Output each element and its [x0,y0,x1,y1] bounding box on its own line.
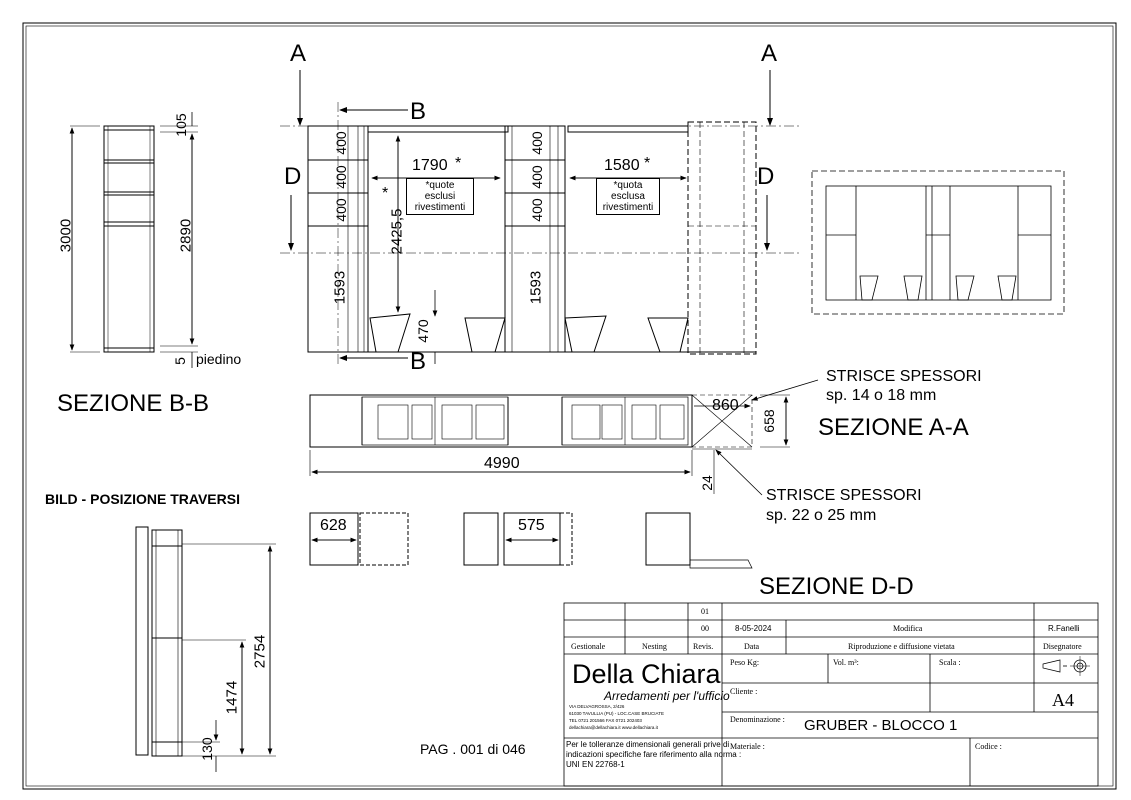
note-quote-escluse [406,178,474,215]
dim-1593-a: 1593 [331,270,349,305]
data-label: Data [744,642,760,651]
marker-b-bottom: B [410,348,427,375]
marker-d-left: D [284,163,302,190]
dim-400-f: 400 [529,198,545,222]
marker-d-right: D [757,163,775,190]
strisce-top-title: STRISCE SPESSORI [826,368,982,385]
dim-2425-5: 2425,5 [388,208,406,255]
modifica-label: Modifica [893,624,923,633]
strisce-bot-title: STRISCE SPESSORI [766,487,922,504]
gestionale-label: Gestionale [571,642,606,651]
dim-3000: 3000 [57,218,75,253]
tolleranze-line-1: Per le tolleranze dimensionali generali prive di [566,740,730,749]
peso-label: Peso Kg: [730,658,760,667]
marker-b-top: B [410,98,427,125]
company-address-1: VIA DELVAGROSSA, 2/426 [569,704,625,709]
note-quota-esclusa [596,178,660,215]
note1-line1: *quote [425,180,455,191]
codice-label: Codice : [975,742,1002,751]
dim-star-1: * [455,155,462,172]
title-sezione-bb: SEZIONE B-B [57,390,210,417]
dim-860: 860 [712,397,739,414]
rev-01: 01 [701,607,709,616]
company-name: Della Chiara [572,659,721,689]
dim-470: 470 [415,319,431,343]
note2-line3: rivestimenti [602,202,654,213]
section-aa-drawing [310,380,818,495]
disegnatore-label: Disegnatore [1043,642,1082,651]
dim-628: 628 [320,517,347,534]
dim-575: 575 [518,517,545,534]
title-bild: BILD - POSIZIONE TRAVERSI [45,491,240,507]
marker-a-right: A [761,40,778,67]
company-address-3: TEL 0721 201566 FAX 0721 202403 [569,718,642,723]
marker-a-left: A [290,40,307,67]
scala-label: Scala : [939,658,961,667]
revis-label: Revis. [693,642,714,651]
dim-1593-b: 1593 [527,270,545,305]
title-sezione-aa: SEZIONE A-A [818,414,969,441]
nesting-label: Nesting [642,642,667,651]
plan-view-dashed [812,171,1064,314]
dim-1580: 1580 [604,157,640,174]
note2-line1: *quota [613,180,643,191]
dim-400-c: 400 [333,198,349,222]
dim-star-3: * [382,185,389,202]
cliente-label: Cliente : [730,687,758,696]
company-subtitle: Arredamenti per l'ufficio [604,689,730,703]
materiale-label: Materiale : [730,742,765,751]
company-address-2: 61030 TAVULLIA (PU) - LOC.CASE BRUCIATE [569,711,664,716]
author: R.Fanelli [1048,624,1080,633]
dim-4990: 4990 [484,455,520,472]
dim-star-2: * [644,155,651,172]
note1-line3: rivestimenti [414,202,466,213]
denominazione-label: Denominazione : [730,715,785,724]
dim-2890: 2890 [177,218,195,253]
vol-label: Vol. m³: [833,658,859,667]
strisce-top-sub: sp. 14 o 18 mm [826,387,937,404]
dim-24: 24 [699,475,715,491]
tolleranze-line-3: UNI EN 22768-1 [566,760,625,769]
note1-line2: esclusi [424,191,456,202]
dim-658: 658 [761,409,777,433]
company-address-4: dellachiara@dellachiara.it www.dellachiara.it [569,725,658,730]
dim-400-e: 400 [529,165,545,189]
dim-1474: 1474 [223,680,241,715]
label-piedino: piedino [196,351,242,367]
page-label: PAG . 001 di 046 [420,741,526,757]
dim-400-d: 400 [529,131,545,155]
tolleranze-line-2: indicazioni specifiche fare riferimento alla norma : [566,750,742,759]
sheet-format: A4 [1052,690,1074,710]
denominazione-value: GRUBER - BLOCCO 1 [804,717,958,734]
rev-00: 00 [701,624,709,633]
title-sezione-dd: SEZIONE D-D [759,573,914,600]
strisce-bot-sub: sp. 22 o 25 mm [766,507,877,524]
dim-130: 130 [199,737,215,761]
dim-400-a: 400 [333,131,349,155]
dim-2754: 2754 [251,634,269,669]
riproduzione-label: Riproduzione e diffusione vietata [848,642,955,651]
dim-105: 105 [173,113,189,137]
dim-400-b: 400 [333,165,349,189]
dim-5: 5 [172,357,188,365]
note2-line2: esclusa [611,191,645,202]
rev-date: 8-05-2024 [735,624,772,633]
dim-1790: 1790 [412,157,448,174]
